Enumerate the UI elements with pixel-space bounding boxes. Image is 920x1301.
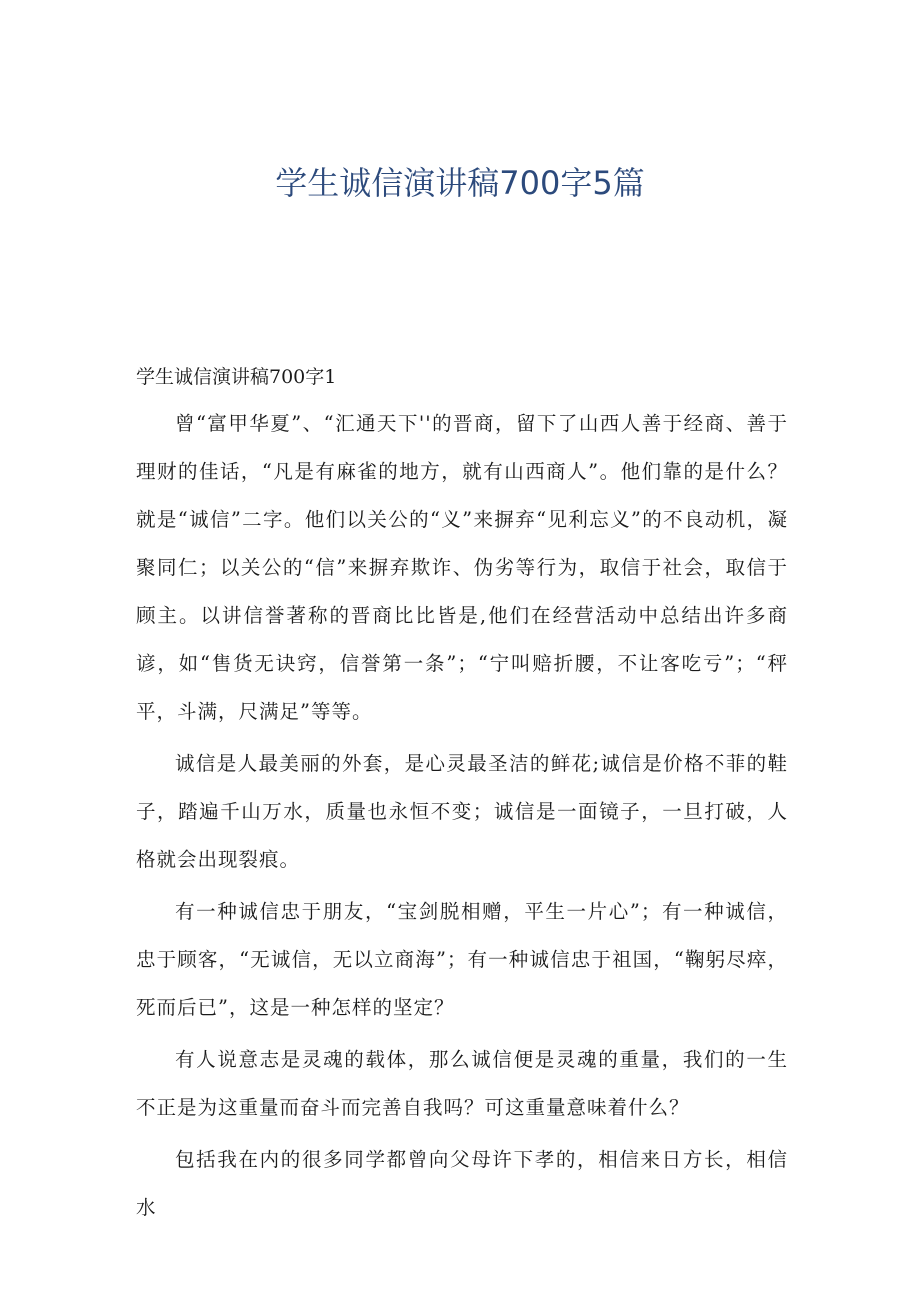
- paragraph: 诚信是人最美丽的外套，是心灵最圣洁的鲜花;诚信是价格不菲的鞋子，踏遍千山万水，质量也永恒不变；诚信是一面镜子，一旦打破，人格就会出现裂痕。: [136, 752, 788, 871]
- paragraph: 曾“富甲华夏”、“汇通天下''的晋商，留下了山西人善于经商、善于理财的佳话，“凡是有麻雀的地方，就有山西商人”。他们靠的是什么？就是“诚信”二字。他们以关公的“义”来摒弃“见利忘义”的不良动机，凝聚同仁；以关公的“信”来摒弃欺诈、伪劣等行为，取信于社会，取信于顾主。以讲信誉著称的晋商比比皆是,他们在经营活动中总结出许多商谚，如“售货无诀窍，信誉第一条”；“宁叫赔折腰，不让客吃亏”；“秤平，斗满，尺满足”等等。: [136, 412, 788, 723]
- paragraph: 包括我在内的很多同学都曾向父母许下孝的，相信来日方长，相信水: [136, 1148, 788, 1219]
- paragraph: 有人说意志是灵魂的载体，那么诚信便是灵魂的重量，我们的一生不正是为这重量而奋斗而完善自我吗？可这重量意味着什么？: [136, 1048, 788, 1119]
- section-heading: 学生诚信演讲稿700字1: [136, 366, 337, 388]
- document-body: [136, 400, 788, 1236]
- document-title: 学生诚信演讲稿700字5篇: [275, 164, 645, 202]
- paragraph: 有一种诚信忠于朋友，“宝剑脱相赠，平生一片心”；有一种诚信，忠于顾客，“无诚信，无以立商海”；有一种诚信忠于祖国，“鞠躬尽瘁，死而后已”，这是一种怎样的坚定？: [136, 900, 788, 1019]
